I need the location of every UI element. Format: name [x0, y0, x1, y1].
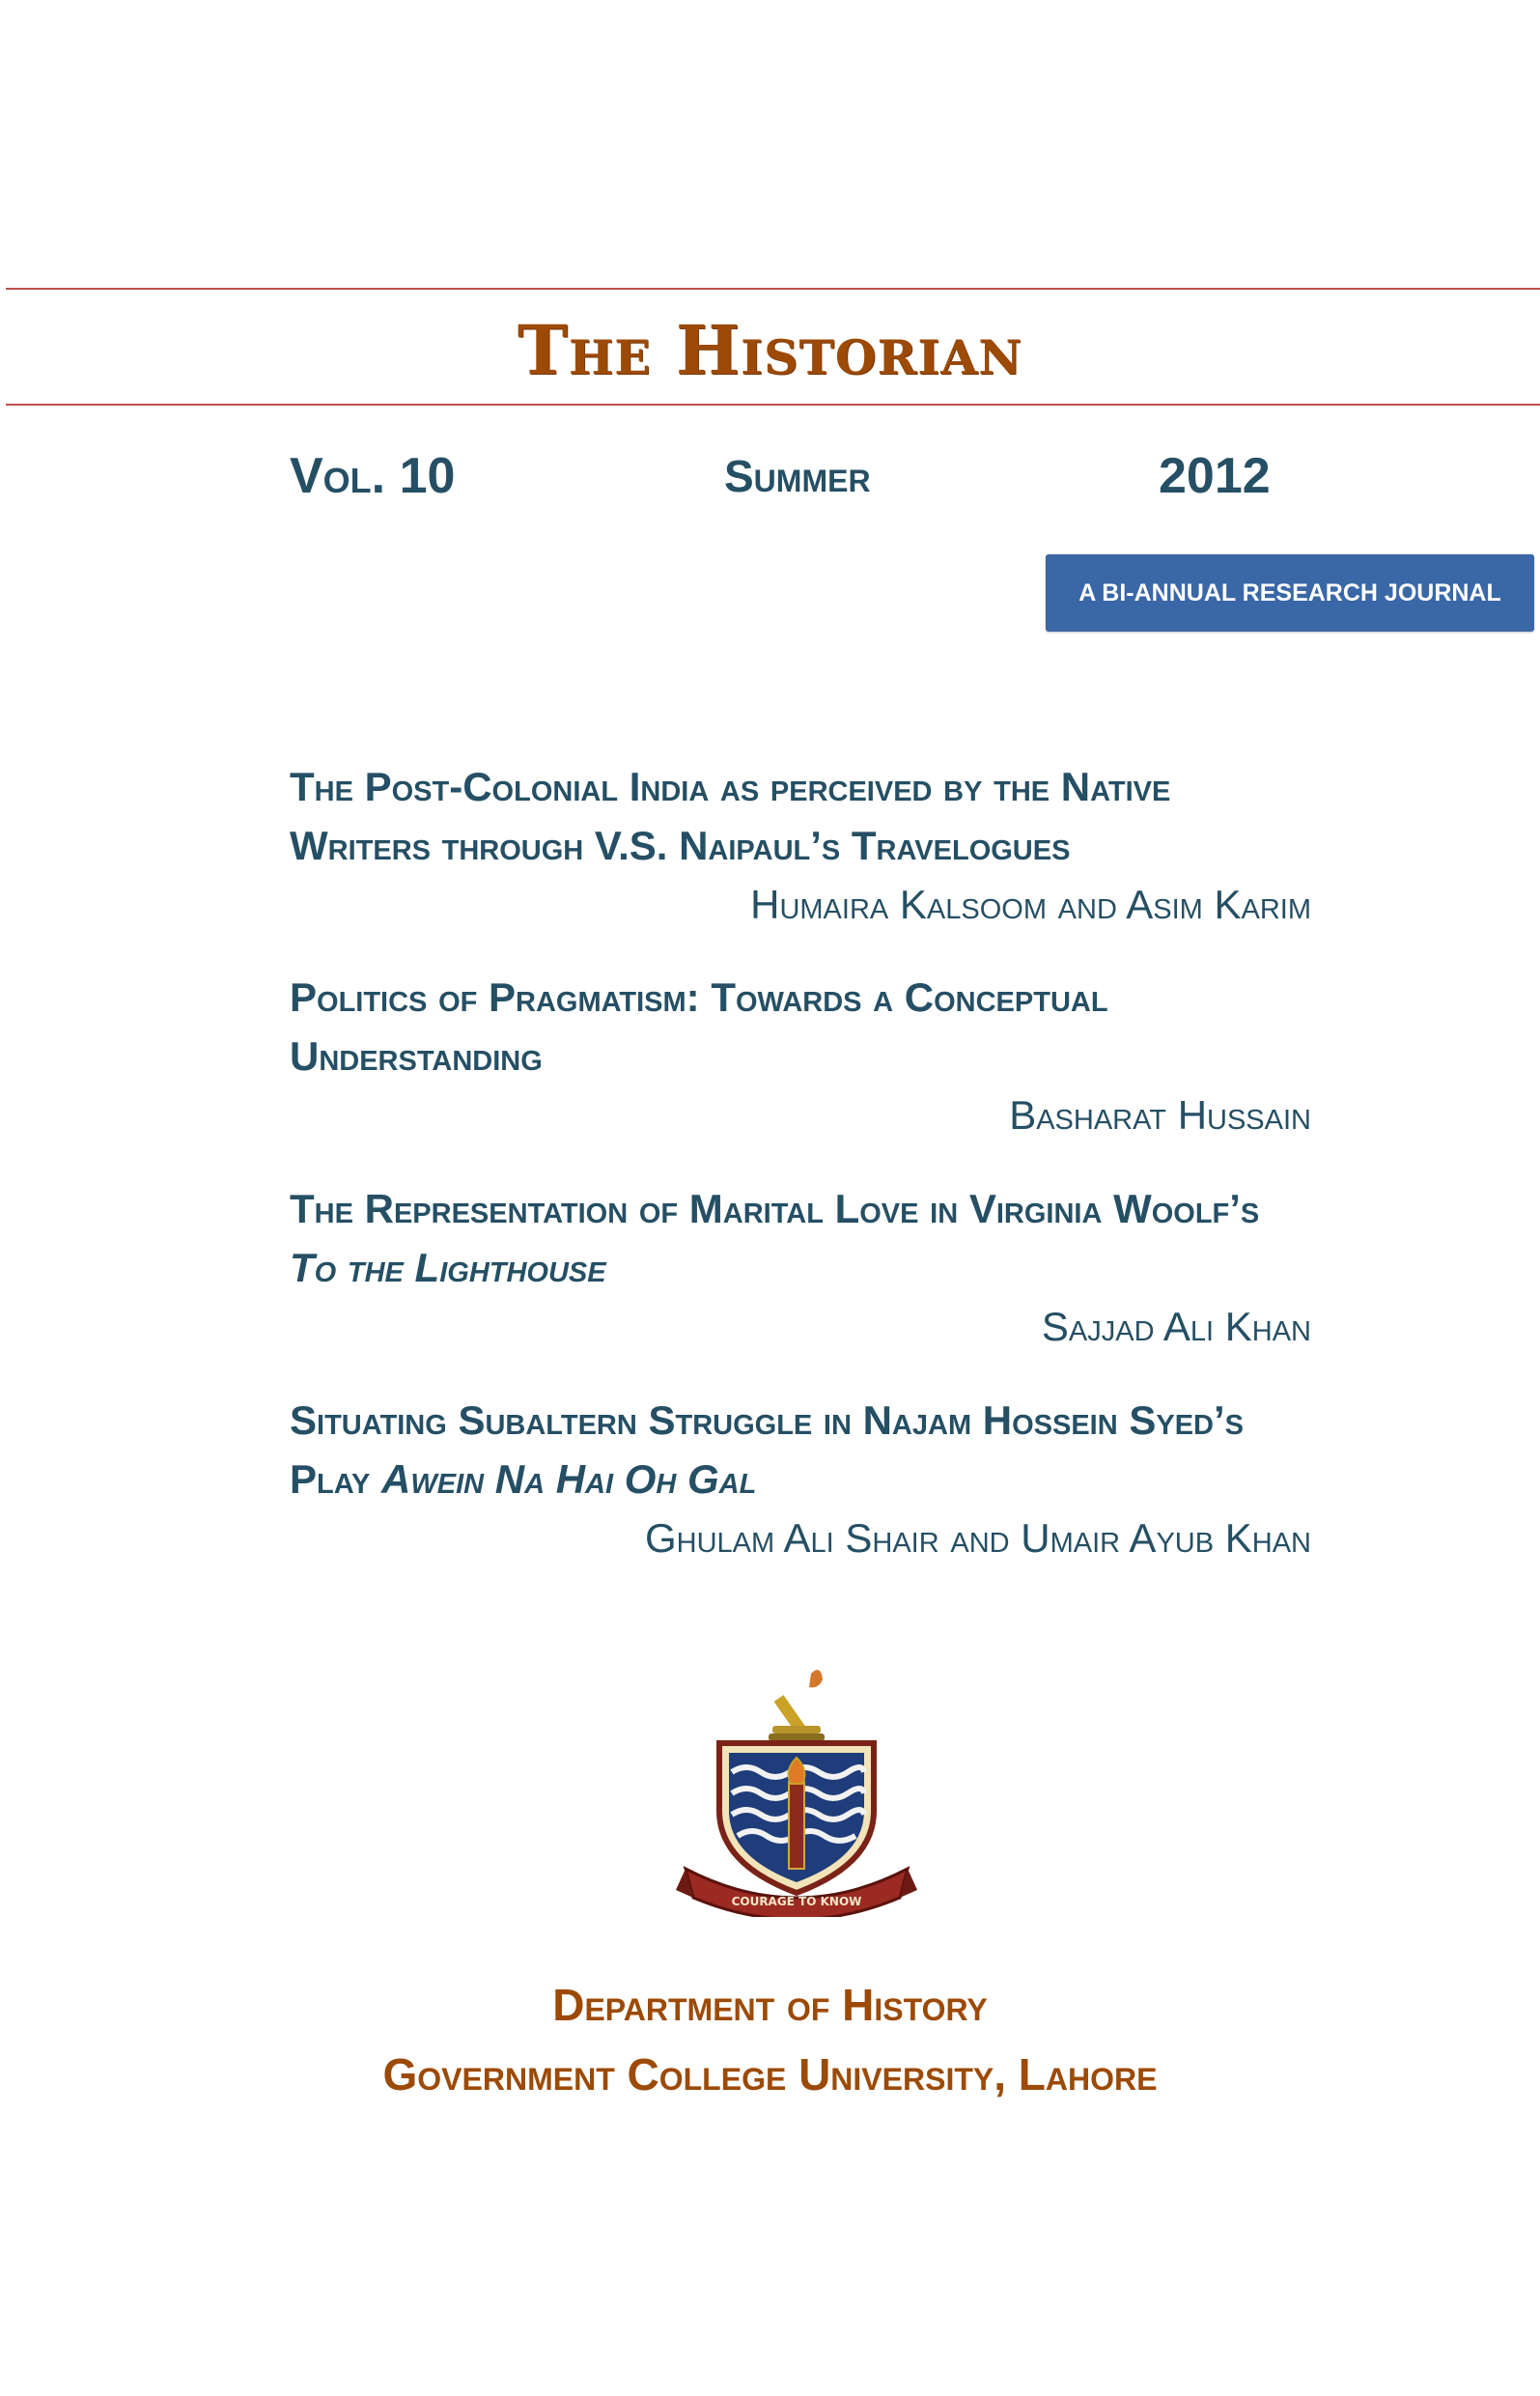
year-label: 2012	[1159, 448, 1271, 504]
article-title-text: Politics of Pragmatism: Towards a Conceptual Understanding	[290, 974, 1108, 1079]
university-crest-icon	[676, 1666, 917, 1917]
article-title-text: The Post-Colonial India as perceived by the Native Writers through V.S. Naipaul’s Travelogues	[290, 764, 1171, 868]
top-rule	[6, 288, 1540, 290]
article-entry	[290, 1391, 1311, 1567]
torch-icon	[769, 1670, 825, 1741]
article-title-text: Situating Subaltern Struggle in Najam Hossein Syed’s Play	[290, 1397, 1245, 1502]
article-title	[290, 757, 1311, 875]
article-entry	[290, 1179, 1311, 1356]
article-entry	[290, 968, 1311, 1144]
volume-label: Vol. 10	[290, 448, 456, 504]
article-authors: Sajjad Ali Khan	[1041, 1304, 1311, 1349]
article-title	[290, 1391, 1311, 1508]
article-title-italic: To the Lighthouse	[290, 1245, 606, 1290]
article-title	[290, 968, 1311, 1085]
department-name: Department of History	[552, 1980, 988, 2030]
article-title-italic: Awein Na Hai Oh Gal	[381, 1456, 757, 1502]
season-label: Summer	[724, 451, 871, 501]
article-authors: Humaira Kalsoom and Asim Karim	[750, 882, 1311, 927]
issue-info	[0, 442, 1540, 510]
journal-type-badge: A BI-ANNUAL RESEARCH JOURNAL	[1046, 554, 1534, 632]
bottom-rule	[6, 404, 1540, 406]
journal-title: The Historian	[517, 310, 1023, 390]
article-title-text: The Representation of Marital Love in Virginia Woolf’s	[290, 1186, 1260, 1231]
crest-motto: COURAGE TO KNOW	[731, 1895, 862, 1908]
article-title	[290, 1179, 1311, 1297]
article-authors: Ghulam Ali Shair and Umair Ayub Khan	[644, 1515, 1311, 1561]
university-name: Government College University, Lahore	[382, 2049, 1158, 2100]
article-entry	[290, 757, 1311, 934]
article-authors: Basharat Hussain	[1009, 1092, 1311, 1138]
